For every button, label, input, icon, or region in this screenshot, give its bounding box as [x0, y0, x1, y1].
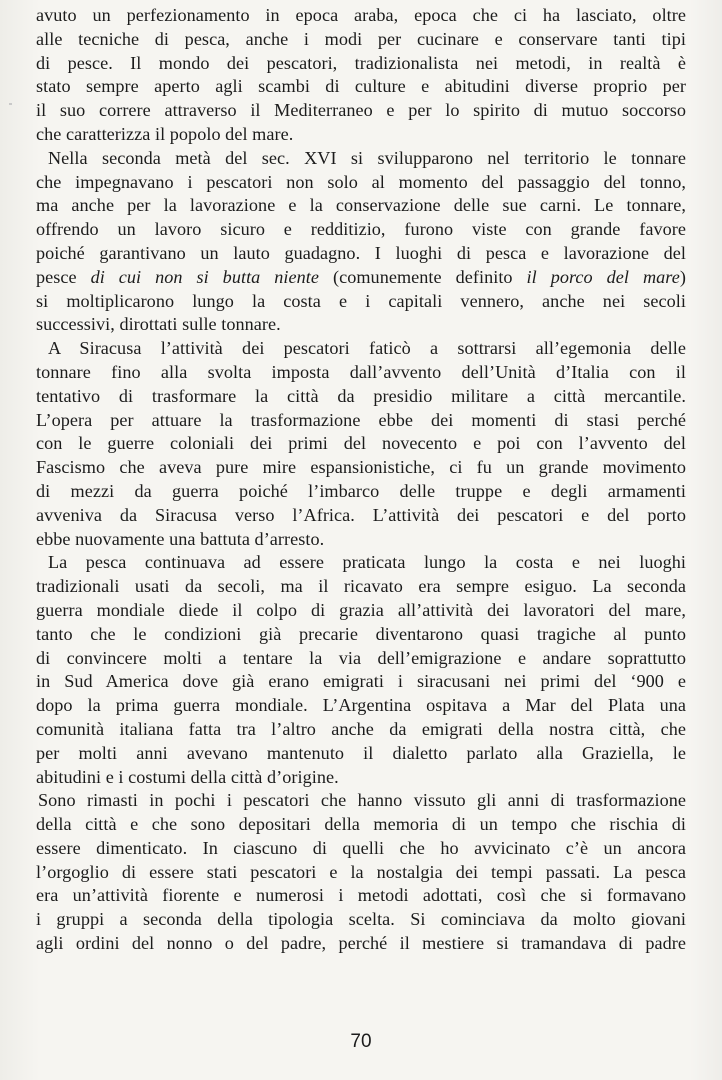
text-line: guerra mondiale diede il colpo di grazia all’attività dei lavoratori del mare, — [36, 599, 686, 620]
italic-phrase: il porco del mare — [526, 266, 680, 287]
paragraph-3 — [36, 337, 686, 551]
text-line: agli ordini del nonno o del padre, perché il mestiere si tramandava di padre — [36, 933, 686, 954]
text-line: poiché garantivano un lauto guadagno. I luoghi di pesca e lavorazione del — [36, 242, 686, 263]
text-line: della città e che sono depositari della memoria di un tempo che rischia di — [36, 814, 686, 835]
text-line: tradizionali usati da secoli, ma il ricavato era sempre esiguo. La seconda — [36, 576, 686, 597]
text-line: tentativo di trasformare la città da presidio militare a città mercantile. — [36, 385, 686, 406]
text-line: tanto che le condizioni già precarie diventarono quasi tragiche al punto — [36, 623, 686, 644]
text-line: comunità italiana fatta tra l’altro anche da emigrati della nostra città, che — [36, 718, 686, 739]
text-line: di convincere molti a tentare la via dell’emigrazione e andare soprattutto — [36, 647, 686, 668]
text-line: La pesca continuava ad essere praticata lungo la costa e nei luoghi — [48, 552, 686, 573]
text-line: stato sempre aperto agli scambi di culture e abitudini diverse proprio per — [36, 76, 686, 97]
text-line: di pesce. Il mondo dei pescatori, tradizionalista nei metodi, in realtà è — [36, 52, 686, 73]
page-number: 70 — [350, 1031, 372, 1052]
text-line: era un’attività fiorente e numerosi i metodi adottati, così che si formavano — [36, 885, 686, 906]
text-line: i gruppi a seconda della tipologia scelta. Si cominciava da molto giovani — [36, 909, 686, 930]
paragraph-2 — [36, 147, 686, 337]
text-line: successivi, dirottati sulle tonnare. — [36, 314, 281, 335]
text-line: tonnare fino alla svolta imposta dall’avvento dell’Unità d’Italia con il — [36, 361, 686, 382]
text-line: avuto un perfezionamento in epoca araba, epoca che ci ha lasciato, oltre — [36, 5, 686, 25]
text-line: Nella seconda metà del sec. XVI si svilupparono nel territorio le tonnare — [48, 147, 686, 168]
text-line: per molti anni avevano mantenuto il dialetto parlato alla Graziella, le — [36, 742, 686, 763]
paragraph-1 — [36, 4, 686, 147]
text-line: che caratterizza il popolo del mare. — [36, 123, 294, 144]
text-line: ebbe nuovamente una battuta d’arresto. — [36, 528, 325, 549]
paragraph-5 — [36, 789, 686, 956]
text-line: l’orgoglio di essere stati pescatori e la nostalgia dei tempi passati. La pesca — [36, 861, 686, 882]
italic-phrase: di cui non si butta niente — [90, 266, 320, 287]
margin-mark — [9, 103, 12, 105]
text-line: Fascismo che aveva pure mire espansionistiche, ci fu un grande movimento — [36, 457, 686, 478]
paragraph-4 — [36, 551, 686, 789]
text-line: A Siracusa l’attività dei pescatori faticò a sottrarsi all’egemonia delle — [48, 338, 686, 359]
text-line: si moltiplicarono lungo la costa e i capitali vennero, anche nei secoli — [36, 290, 686, 311]
text-line: di mezzi da guerra poiché l’imbarco delle truppe e degli armamenti — [36, 480, 686, 501]
body-text — [36, 4, 686, 956]
text-line: Sono rimasti in pochi i pescatori che hanno vissuto gli anni di trasformazione — [38, 790, 686, 811]
text-line: L’opera per attuare la trasformazione ebbe dei momenti di stasi perché — [36, 409, 686, 430]
text-line: essere dimenticato. In ciascuno di quelli che ho avvicinato c’è un ancora — [36, 837, 686, 858]
text-line: che impegnavano i pescatori non solo al momento del passaggio del tonno, — [36, 171, 686, 192]
text-line: alle tecniche di pesca, anche i modi per cucinare e conservare tanti tipi — [36, 28, 686, 49]
text-line: con le guerre coloniali dei primi del novecento e poi con l’avvento del — [36, 433, 686, 454]
text-line: abitudini e i costumi della città d’origine. — [36, 766, 339, 787]
text-line: ma anche per la lavorazione e la conservazione delle sue carni. Le tonnare, — [36, 195, 686, 216]
text-line: in Sud America dove già erano emigrati i siracusani nei primi del ‘900 e — [36, 671, 686, 692]
text-line: il suo correre attraverso il Mediterraneo e per lo spirito di mutuo soccorso — [36, 100, 686, 121]
text-line: avveniva da Siracusa verso l’Africa. L’attività dei pescatori e del porto — [36, 504, 686, 525]
text-line-with-italics: pesce di cui non si butta niente (comunemente definito il porco del mare) — [36, 266, 686, 287]
text-line: dopo la prima guerra mondiale. L’Argentina ospitava a Mar del Plata una — [36, 695, 686, 716]
text-line: offrendo un lavoro sicuro e redditizio, furono viste con grande favore — [36, 219, 686, 240]
